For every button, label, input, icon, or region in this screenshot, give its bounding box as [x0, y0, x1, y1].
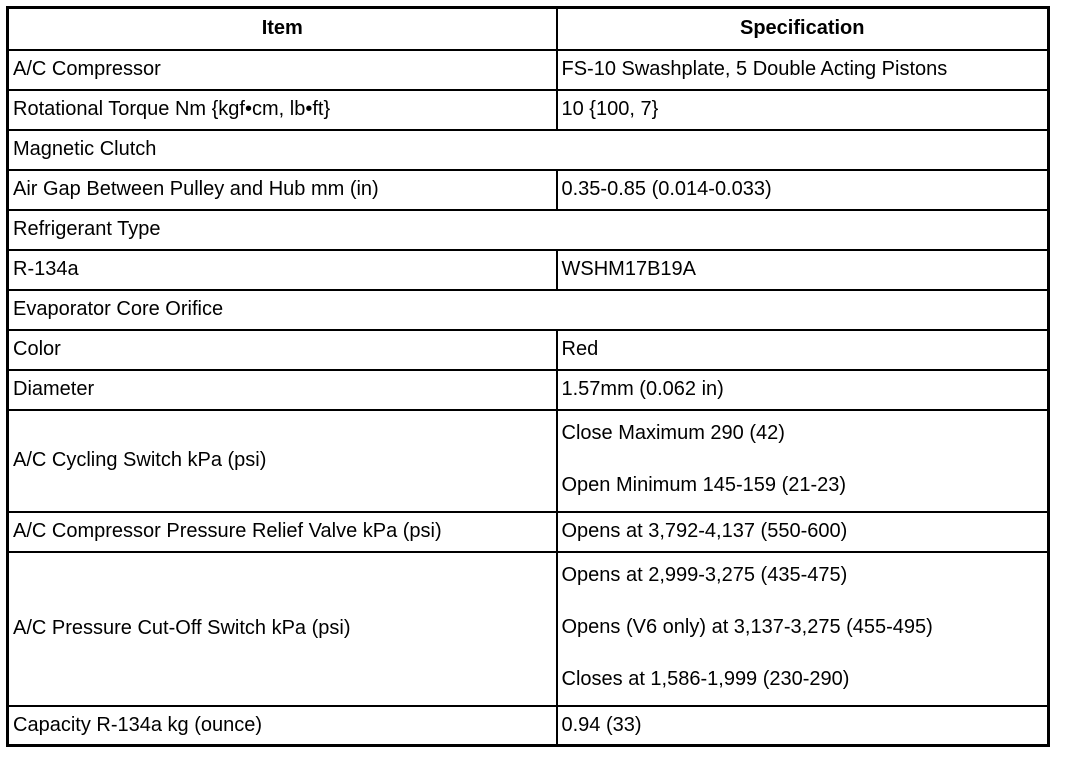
- table-row: [8, 90, 1049, 130]
- table-header-row: [8, 8, 1049, 50]
- spec-cell: Opens at 3,792-4,137 (550-600): [557, 512, 1049, 552]
- section-row: [8, 130, 1049, 170]
- spec-cell: 0.94 (33): [557, 706, 1049, 746]
- section-heading: Refrigerant Type: [8, 210, 1049, 250]
- item-cell: Air Gap Between Pulley and Hub mm (in): [8, 170, 557, 210]
- header-item: Item: [8, 8, 557, 50]
- table-row: [8, 370, 1049, 410]
- section-heading: Magnetic Clutch: [8, 130, 1049, 170]
- section-heading: Evaporator Core Orifice: [8, 290, 1049, 330]
- table-row: [8, 170, 1049, 210]
- table-row: [8, 706, 1049, 746]
- item-cell: A/C Cycling Switch kPa (psi): [8, 410, 557, 512]
- table-row: [8, 250, 1049, 290]
- item-cell: A/C Compressor: [8, 50, 557, 90]
- spec-line: Opens at 2,999-3,275 (435-475): [561, 563, 848, 586]
- spec-cell: Red: [557, 330, 1049, 370]
- item-cell: A/C Compressor Pressure Relief Valve kPa (psi): [8, 512, 557, 552]
- specification-table: [6, 6, 1050, 747]
- spec-cell: WSHM17B19A: [557, 250, 1049, 290]
- table-row: [8, 512, 1049, 552]
- spec-line: Closes at 1,586-1,999 (230-290): [561, 667, 850, 690]
- item-cell: R-134a: [8, 250, 557, 290]
- spec-cell: [557, 552, 1049, 706]
- table-row: [8, 330, 1049, 370]
- spec-cell: 10 {100, 7}: [557, 90, 1049, 130]
- section-row: [8, 290, 1049, 330]
- item-cell: Capacity R-134a kg (ounce): [8, 706, 557, 746]
- spec-cell: FS-10 Swashplate, 5 Double Acting Pistons: [557, 50, 1049, 90]
- spec-cell: [557, 410, 1049, 512]
- header-specification: Specification: [557, 8, 1049, 50]
- spec-line: Open Minimum 145-159 (21-23): [561, 473, 847, 496]
- spec-line: Close Maximum 290 (42): [561, 421, 785, 444]
- table-row: [8, 50, 1049, 90]
- spec-cell: 0.35-0.85 (0.014-0.033): [557, 170, 1049, 210]
- table-row: [8, 410, 1049, 512]
- item-cell: A/C Pressure Cut-Off Switch kPa (psi): [8, 552, 557, 706]
- spec-line: Opens (V6 only) at 3,137-3,275 (455-495): [561, 615, 933, 638]
- item-cell: Color: [8, 330, 557, 370]
- section-row: [8, 210, 1049, 250]
- item-cell: Diameter: [8, 370, 557, 410]
- spec-cell: 1.57mm (0.062 in): [557, 370, 1049, 410]
- table-row: [8, 552, 1049, 706]
- item-cell: Rotational Torque Nm {kgf•cm, lb•ft}: [8, 90, 557, 130]
